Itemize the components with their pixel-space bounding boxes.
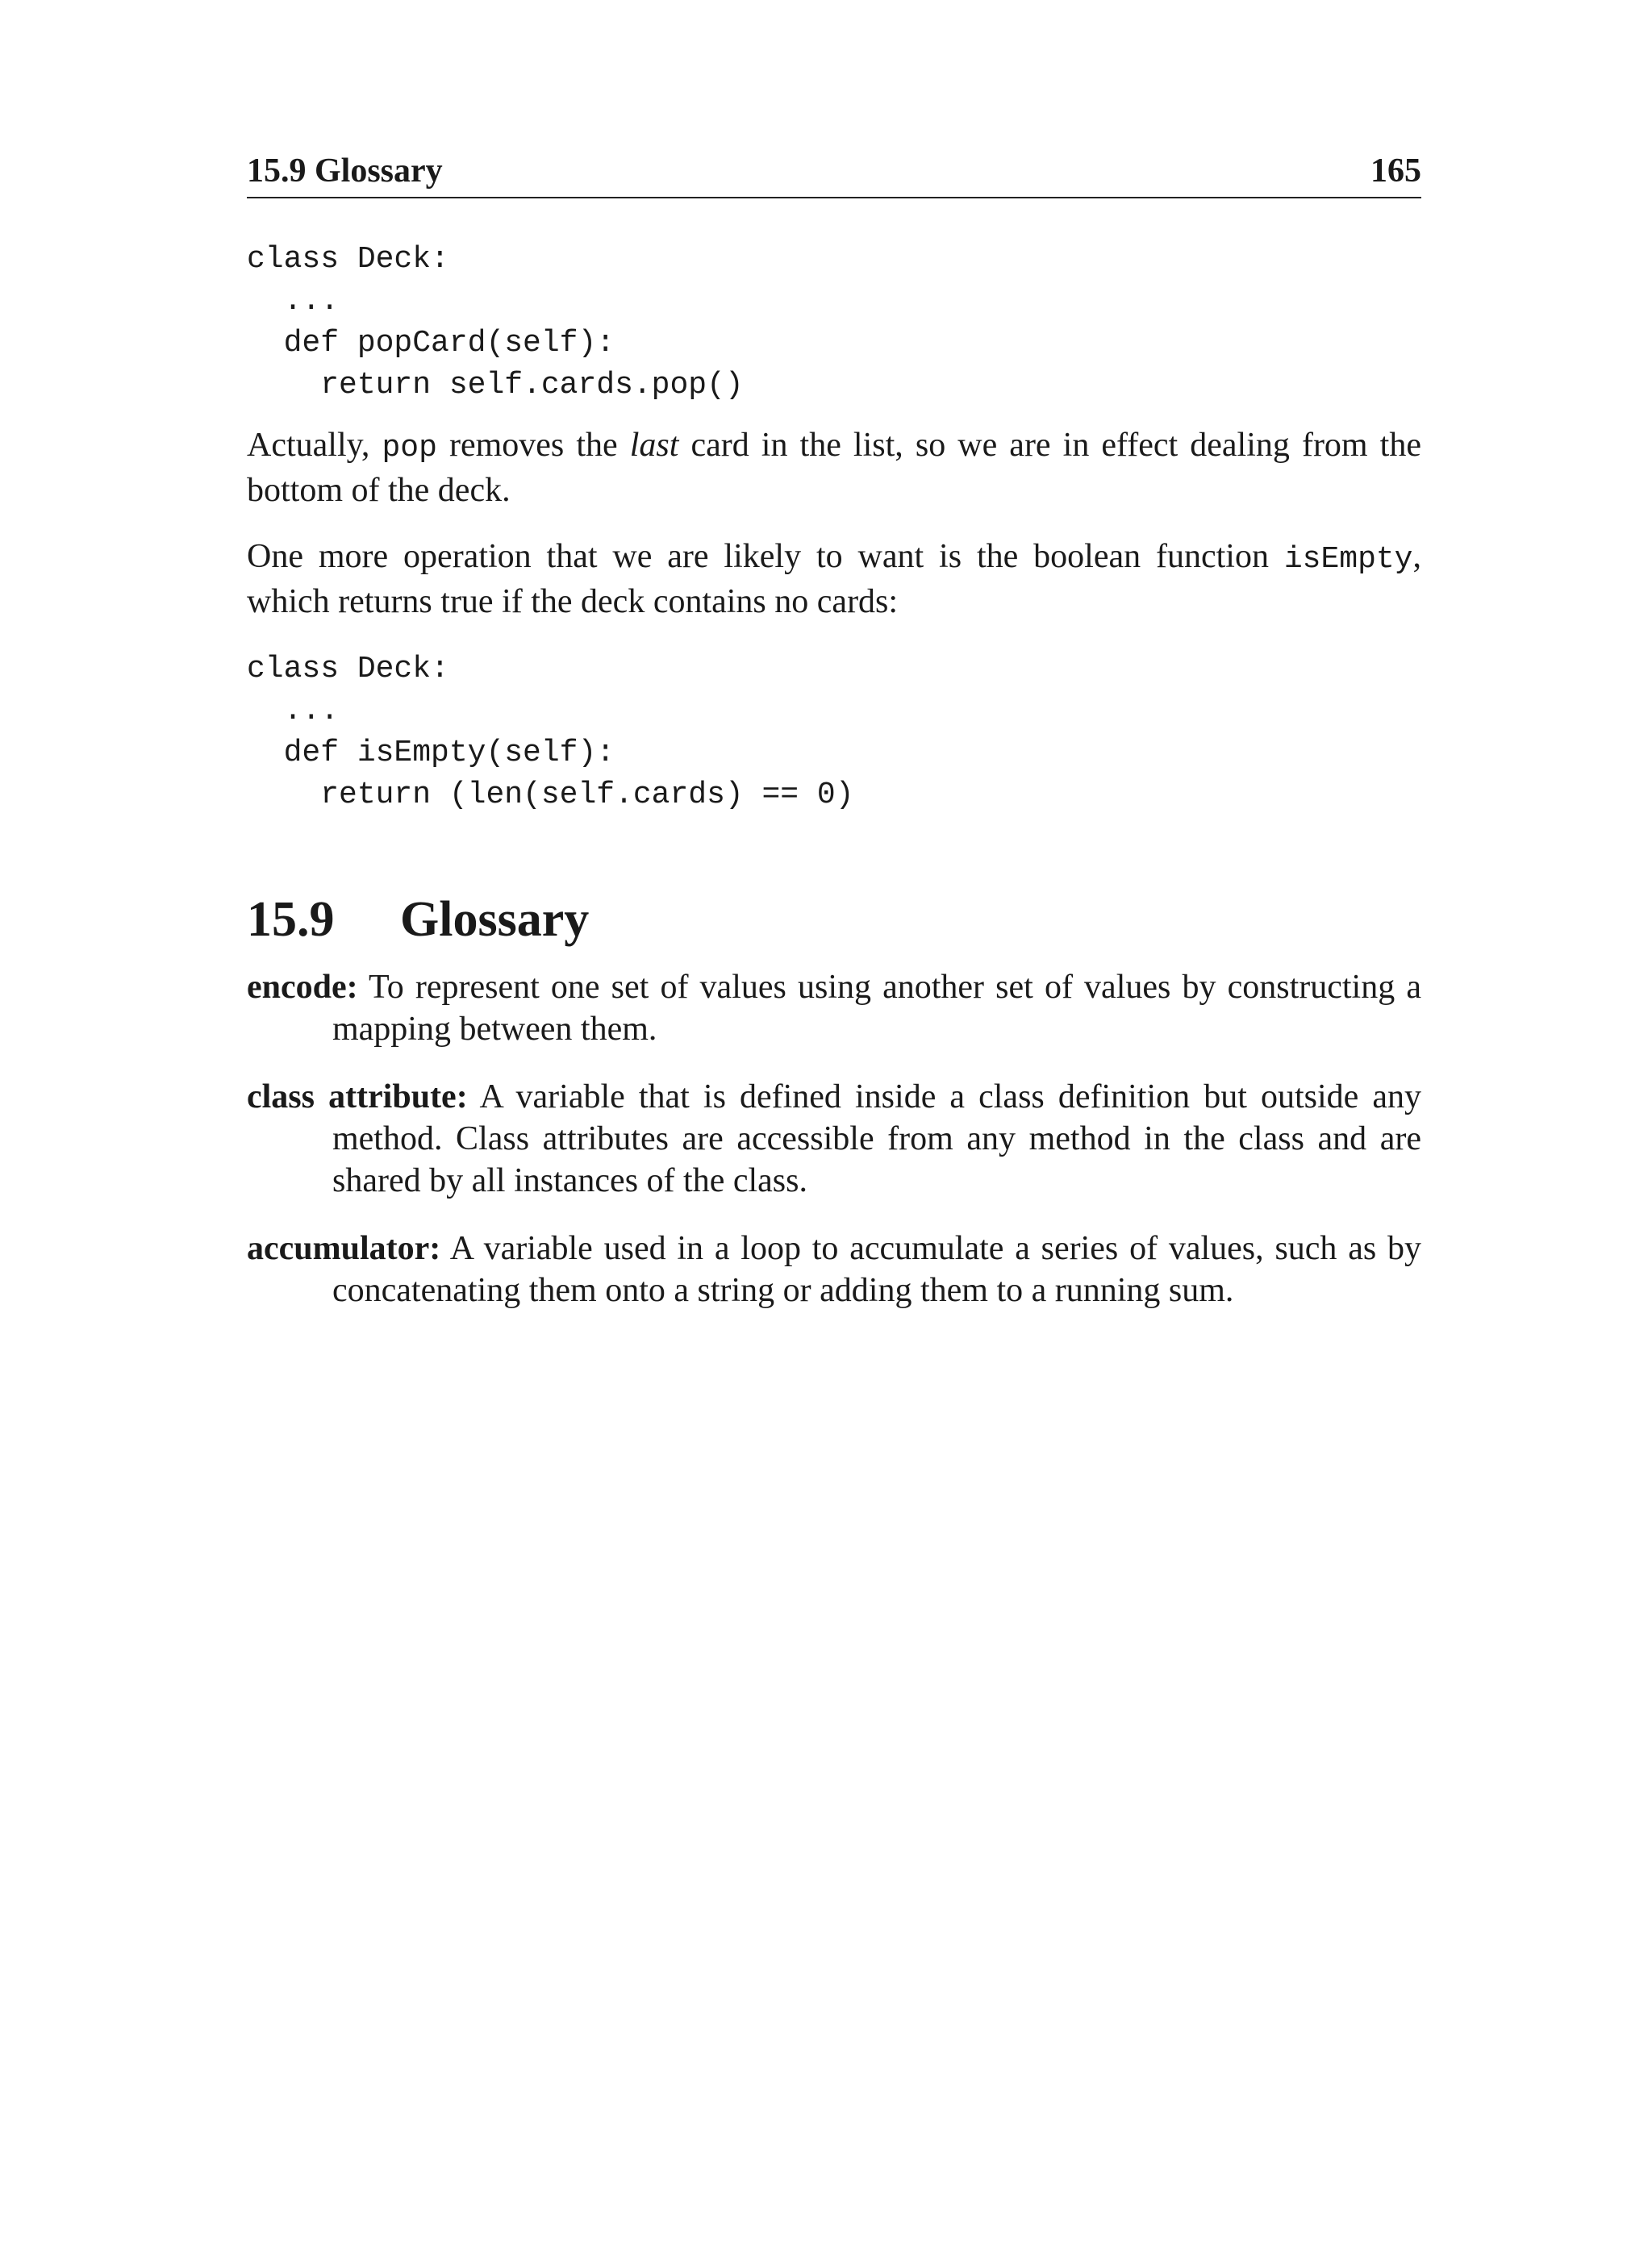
glossary-term: accumulator: <box>247 1230 441 1267</box>
glossary-definition: To represent one set of values using another set of values by constructing a mapping between them. <box>332 969 1421 1048</box>
code-line: def popCard(self): <box>247 326 615 361</box>
inline-code-pop: pop <box>382 431 437 465</box>
code-line: return self.cards.pop() <box>247 368 744 402</box>
code-line: class Deck: <box>247 652 449 686</box>
page-content <box>247 239 1421 1311</box>
glossary-definition: A variable that is defined inside a class definition but outside any method. Class attributes are accessible from any method in the class and are shared by all instances of the class. <box>332 1078 1421 1199</box>
code-line: ... <box>247 284 340 319</box>
glossary-definition: A variable used in a loop to accumulate a series of values, such as by concatenating them onto a string or adding them to a running sum. <box>332 1230 1422 1309</box>
section-heading <box>247 890 1421 949</box>
header-section-title: 15.9 Glossary <box>247 152 443 190</box>
text-run: , which returns true if the deck contains no cards: <box>247 538 1421 620</box>
running-header <box>247 152 1421 198</box>
code-line: return (len(self.cards) == 0) <box>247 778 854 812</box>
glossary-entry-encode <box>247 966 1421 1050</box>
glossary-entry-class-attribute <box>247 1076 1421 1202</box>
glossary-entry-accumulator <box>247 1228 1421 1311</box>
code-line: class Deck: <box>247 242 449 277</box>
text-run: One more operation that we are likely to want is the boolean function <box>247 538 1284 575</box>
glossary-term: class attribute: <box>247 1078 468 1115</box>
header-page-number: 165 <box>1370 152 1421 190</box>
paragraph-pop-explanation <box>247 424 1421 511</box>
section-number: 15.9 <box>247 892 335 947</box>
code-block-isempty <box>247 648 1421 816</box>
paragraph-isempty-intro <box>247 536 1421 623</box>
code-line: ... <box>247 694 340 728</box>
text-run: Actually, <box>247 427 382 464</box>
glossary-term: encode: <box>247 969 358 1006</box>
code-line: def isEmpty(self): <box>247 736 615 770</box>
code-block-popcard <box>247 239 1421 407</box>
emphasis-last: last <box>629 427 679 464</box>
section-title: Glossary <box>400 892 590 947</box>
text-run: card in the list, so we are in effect dealing from the bottom of the deck. <box>247 427 1421 509</box>
inline-code-isempty: isEmpty <box>1283 542 1413 577</box>
text-run: removes the <box>436 427 630 464</box>
